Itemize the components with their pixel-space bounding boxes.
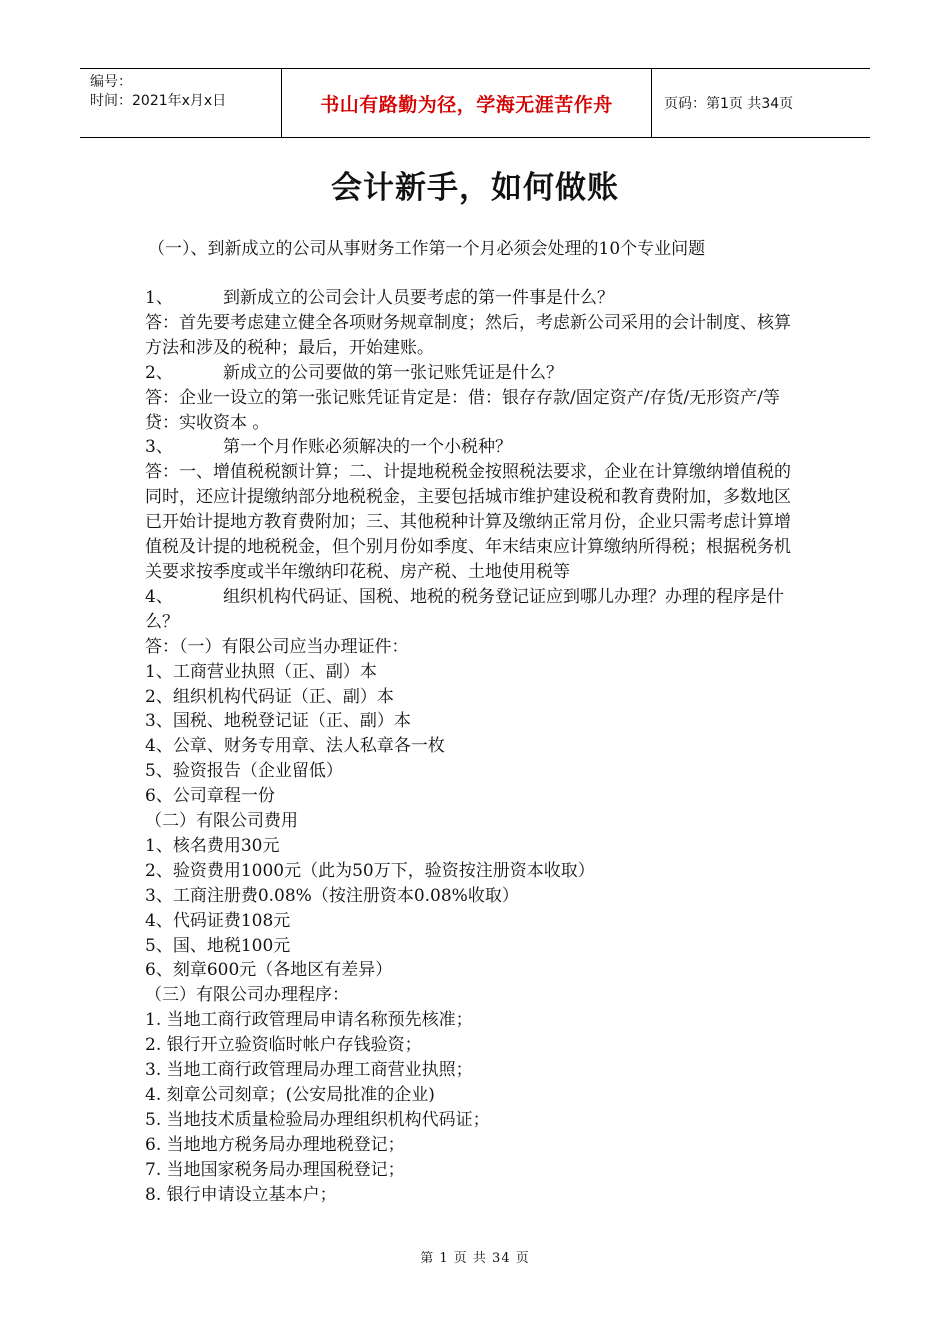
body-paragraph: 3. 当地工商行政管理局办理工商营业执照； bbox=[145, 1060, 473, 1081]
page-footer: 第 1 页 共 34 页 bbox=[420, 1251, 530, 1266]
body-paragraph: （三）有限公司办理程序： bbox=[145, 985, 349, 1006]
question-text: 新成立的公司要做的第一张记账凭证是什么？ bbox=[223, 362, 563, 383]
document-title: 会计新手，如何做账 bbox=[331, 170, 619, 206]
body-paragraph: 6. 当地地方税务局办理地税登记； bbox=[145, 1134, 405, 1155]
motto: 书山有路勤为径，学海无涯苦作舟 bbox=[320, 93, 613, 116]
body-paragraph: 5、国、地税100元 bbox=[145, 935, 291, 956]
page-info: 页码：第1页 共34页 bbox=[664, 96, 794, 112]
header-motto-cell bbox=[282, 69, 652, 137]
body-paragraph: 1、工商营业执照（正、副）本 bbox=[145, 661, 377, 682]
question-number: 4、 bbox=[145, 586, 173, 607]
body-paragraph: 1. 当地工商行政管理局申请名称预先核准； bbox=[145, 1010, 473, 1031]
body-paragraph: 1、核名费用30元 bbox=[145, 835, 280, 856]
body-paragraph: 2. 银行开立验资临时帐户存钱验资； bbox=[145, 1035, 422, 1056]
body-paragraph: 答：（一）有限公司应当办理证件： bbox=[145, 636, 409, 657]
question-text: 第一个月作账必须解决的一个小税种？ bbox=[223, 437, 512, 458]
question-number: 2、 bbox=[145, 362, 173, 383]
header-page-cell bbox=[652, 69, 870, 137]
body-paragraph: 6、公司章程一份 bbox=[145, 786, 275, 807]
question-line bbox=[145, 435, 807, 460]
body-paragraph: 答：首先要考虑建立健全各项财务规章制度；然后，考虑新公司采用的会计制度、核算方法和涉及的税种；最后，开始建账。 bbox=[145, 312, 791, 358]
body-paragraph: 4. 刻章公司刻章；(公安局批准的企业) bbox=[145, 1085, 435, 1105]
header-meta bbox=[80, 69, 282, 137]
question-line bbox=[145, 286, 807, 311]
code-label: 编号： bbox=[90, 74, 132, 90]
question-line bbox=[145, 585, 807, 635]
question-text: 到新成立的公司会计人员要考虑的第一件事是什么？ bbox=[223, 288, 614, 308]
time-label: 时间：2021年x月x日 bbox=[90, 93, 227, 109]
body-paragraph: 答：一、增值税税额计算；二、计提地税税金按照税法要求，企业在计算缴纳增值税的同时，还应计提缴纳部分地税税金，主要包括城市维护建设税和教育费附加，多数地区已开始计提地方教育费附加；三、其他税种计算及缴纳正常月份，企业只需考虑计算增值税及计提的地税税金，但个别月份如季度、年末结束应计算缴纳所得税；根据税务机关要求按季度或半年缴纳印花税、房产税、土地使用税等 bbox=[145, 462, 791, 582]
question-number: 3、 bbox=[145, 437, 173, 458]
document-body bbox=[145, 286, 807, 1208]
body-paragraph: 4、代码证费108元 bbox=[145, 910, 291, 931]
section-subtitle: （一）、到新成立的公司从事财务工作第一个月必须会处理的10个专业问题 bbox=[148, 239, 706, 259]
question-number: 1、 bbox=[145, 288, 173, 308]
body-paragraph: 3、国税、地税登记证（正、副）本 bbox=[145, 711, 411, 732]
body-paragraph: 2、验资费用1000元（此为50万下，验资按注册资本收取） bbox=[145, 860, 595, 881]
question-line bbox=[145, 361, 807, 386]
body-paragraph: （二）有限公司费用 bbox=[145, 811, 298, 832]
body-paragraph: 5、验资报告（企业留低） bbox=[145, 761, 343, 782]
body-paragraph: 2、组织机构代码证（正、副）本 bbox=[145, 686, 394, 707]
page-header bbox=[80, 68, 870, 138]
body-paragraph: 8. 银行申请设立基本户； bbox=[145, 1184, 337, 1205]
body-paragraph: 4、公章、财务专用章、法人私章各一枚 bbox=[145, 736, 445, 757]
body-paragraph: 7. 当地国家税务局办理国税登记； bbox=[145, 1159, 405, 1180]
body-paragraph: 3、工商注册费0.08%（按注册资本0.08%收取） bbox=[145, 885, 519, 906]
question-text: 组织机构代码证、国税、地税的税务登记证应到哪儿办理？办理的程序是什么？ bbox=[145, 586, 784, 632]
body-paragraph: 答：企业一设立的第一张记账凭证肯定是：借：银存存款/固定资产/存货/无形资产/等 贷：实收资本 。 bbox=[145, 387, 780, 433]
body-paragraph: 6、刻章600元（各地区有差异） bbox=[145, 960, 393, 981]
body-paragraph: 5. 当地技术质量检验局办理组织机构代码证； bbox=[145, 1109, 490, 1130]
